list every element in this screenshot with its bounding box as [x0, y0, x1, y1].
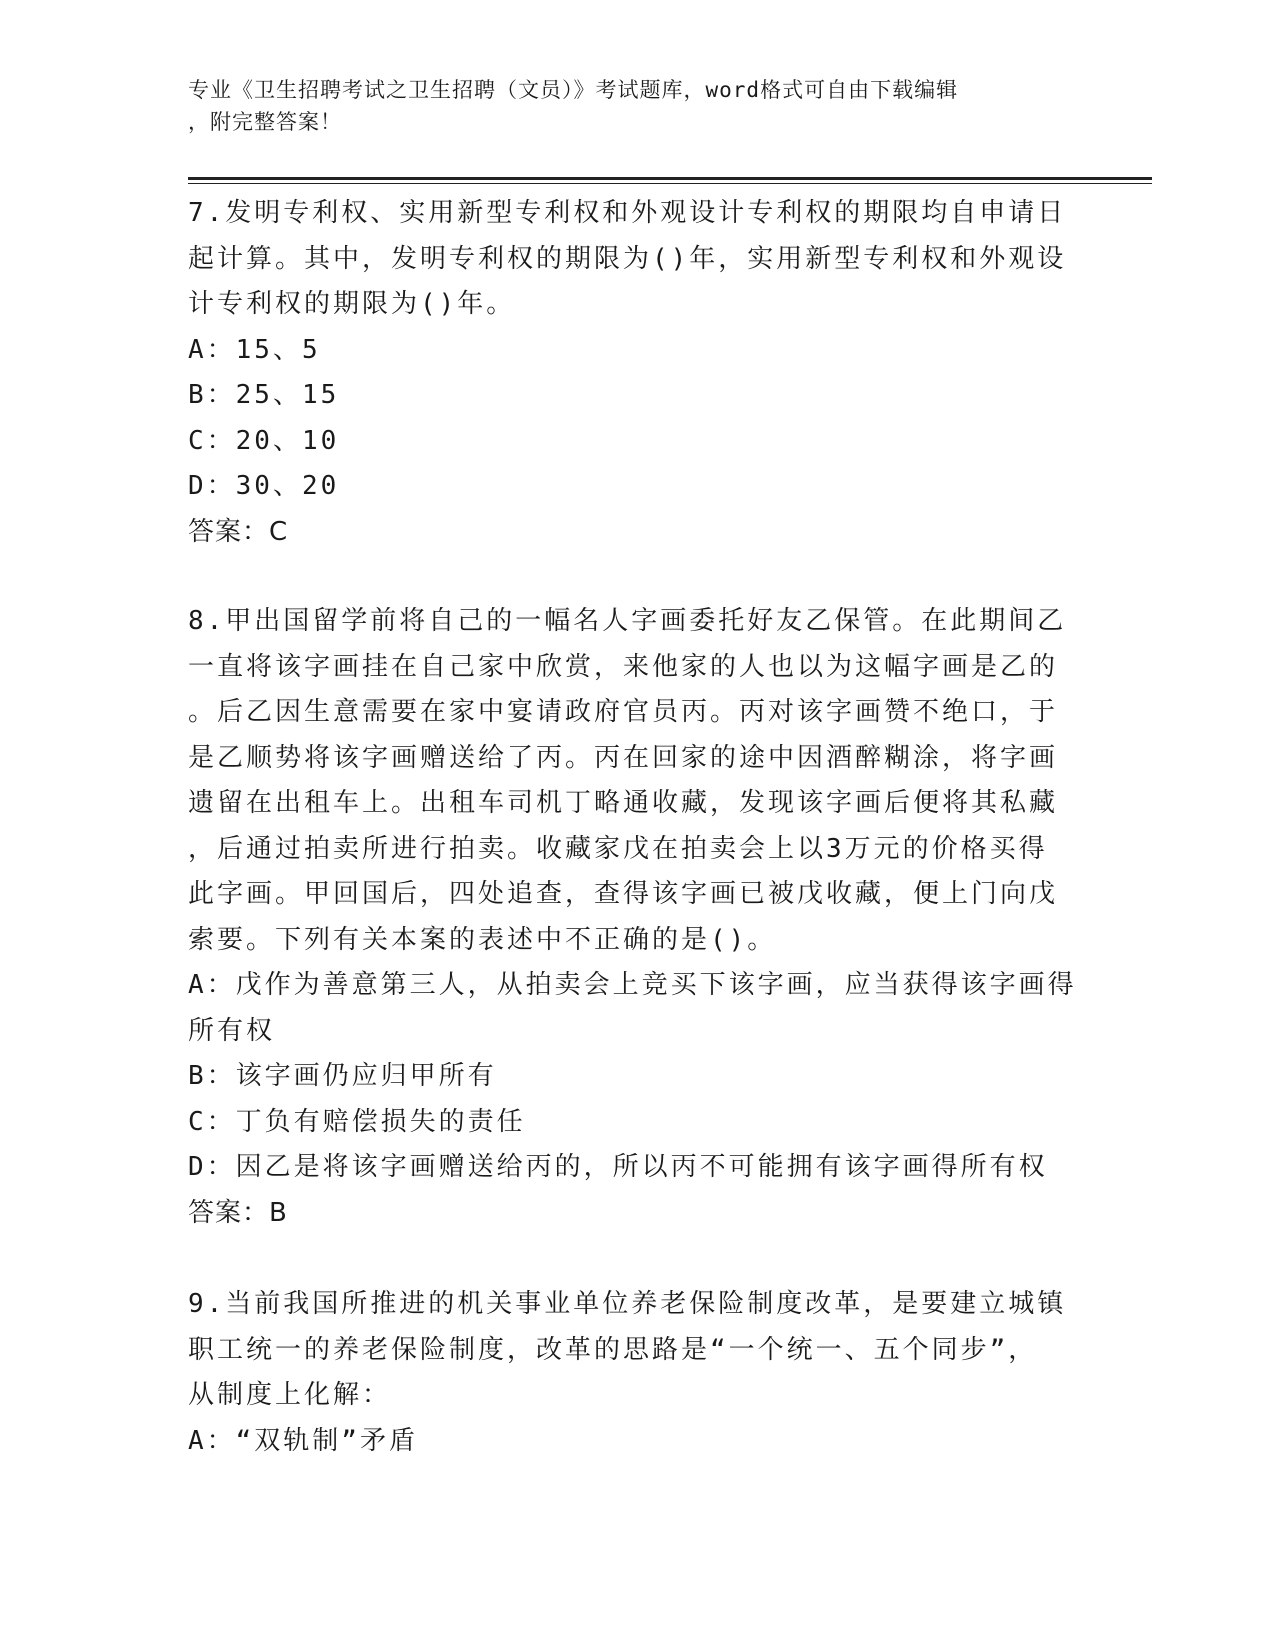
- answer-line: 答案：B: [188, 1197, 288, 1228]
- option-a: A：15、5: [188, 334, 321, 365]
- question-text-line: ，后通过拍卖所进行拍卖。收藏家戊在拍卖会上以3万元的价格买得: [188, 833, 1048, 864]
- question-text-line: 是乙顺势将该字画赠送给了丙。丙在回家的途中因酒醉糊涂，将字画: [188, 742, 1059, 773]
- question-text-line: 一直将该字画挂在自己家中欣赏，来他家的人也以为这幅字画是乙的: [188, 651, 1059, 682]
- option-b: B：25、15: [188, 380, 340, 410]
- option-a: A：戊作为善意第三人，从拍卖会上竞买下该字画，应当获得该字画得: [188, 970, 1077, 1000]
- question-text-line: 索要。下列有关本案的表述中不正确的是()。: [188, 924, 777, 955]
- option-c: C：丁负有赔偿损失的责任: [188, 1106, 526, 1137]
- option-c: C：20、10: [188, 425, 340, 456]
- question-text-line: 此字画。甲回国后，四处追查，查得该字画已被戊收藏，便上门向戊: [188, 879, 1059, 909]
- question-text-line: 7.发明专利权、实用新型专利权和外观设计专利权的期限均自申请日: [188, 198, 1067, 228]
- answer-line: 答案：C: [188, 516, 289, 547]
- question-9: [188, 1282, 1088, 1464]
- option-d: D：30、20: [188, 471, 340, 501]
- question-text-line: 起计算。其中，发明专利权的期限为()年，实用新型专利权和外观设: [188, 243, 1067, 274]
- document-header: [188, 74, 1068, 138]
- header-line-2: ，附完整答案！: [188, 110, 342, 134]
- header-divider-thin: [188, 183, 1152, 184]
- option-a-continuation: 所有权: [188, 1015, 276, 1046]
- header-line-1: 专业《卫生招聘考试之卫生招聘（文员）》考试题库，word格式可自由下载编辑: [188, 78, 959, 102]
- option-b: B：该字画仍应归甲所有: [188, 1061, 497, 1091]
- question-text-line: 计专利权的期限为()年。: [188, 289, 516, 319]
- question-text-line: 职工统一的养老保险制度，改革的思路是“一个统一、五个同步”，: [188, 1334, 1038, 1365]
- question-8: [188, 599, 1088, 1236]
- header-divider-thick: [188, 177, 1152, 180]
- question-text-line: 。后乙因生意需要在家中宴请政府官员丙。丙对该字画赞不绝口，于: [188, 697, 1059, 727]
- question-text-line: 8.甲出国留学前将自己的一幅名人字画委托好友乙保管。在此期间乙: [188, 606, 1067, 636]
- question-7: [188, 191, 1088, 555]
- question-text-line: 9.当前我国所推进的机关事业单位养老保险制度改革，是要建立城镇: [188, 1289, 1067, 1319]
- question-text-line: 遗留在出租车上。出租车司机丁略通收藏，发现该字画后便将其私藏: [188, 788, 1059, 818]
- option-d: D：因乙是将该字画赠送给丙的，所以丙不可能拥有该字画得所有权: [188, 1152, 1048, 1182]
- question-text-line: 从制度上化解：: [188, 1380, 392, 1410]
- option-a: A：“双轨制”矛盾: [188, 1425, 418, 1456]
